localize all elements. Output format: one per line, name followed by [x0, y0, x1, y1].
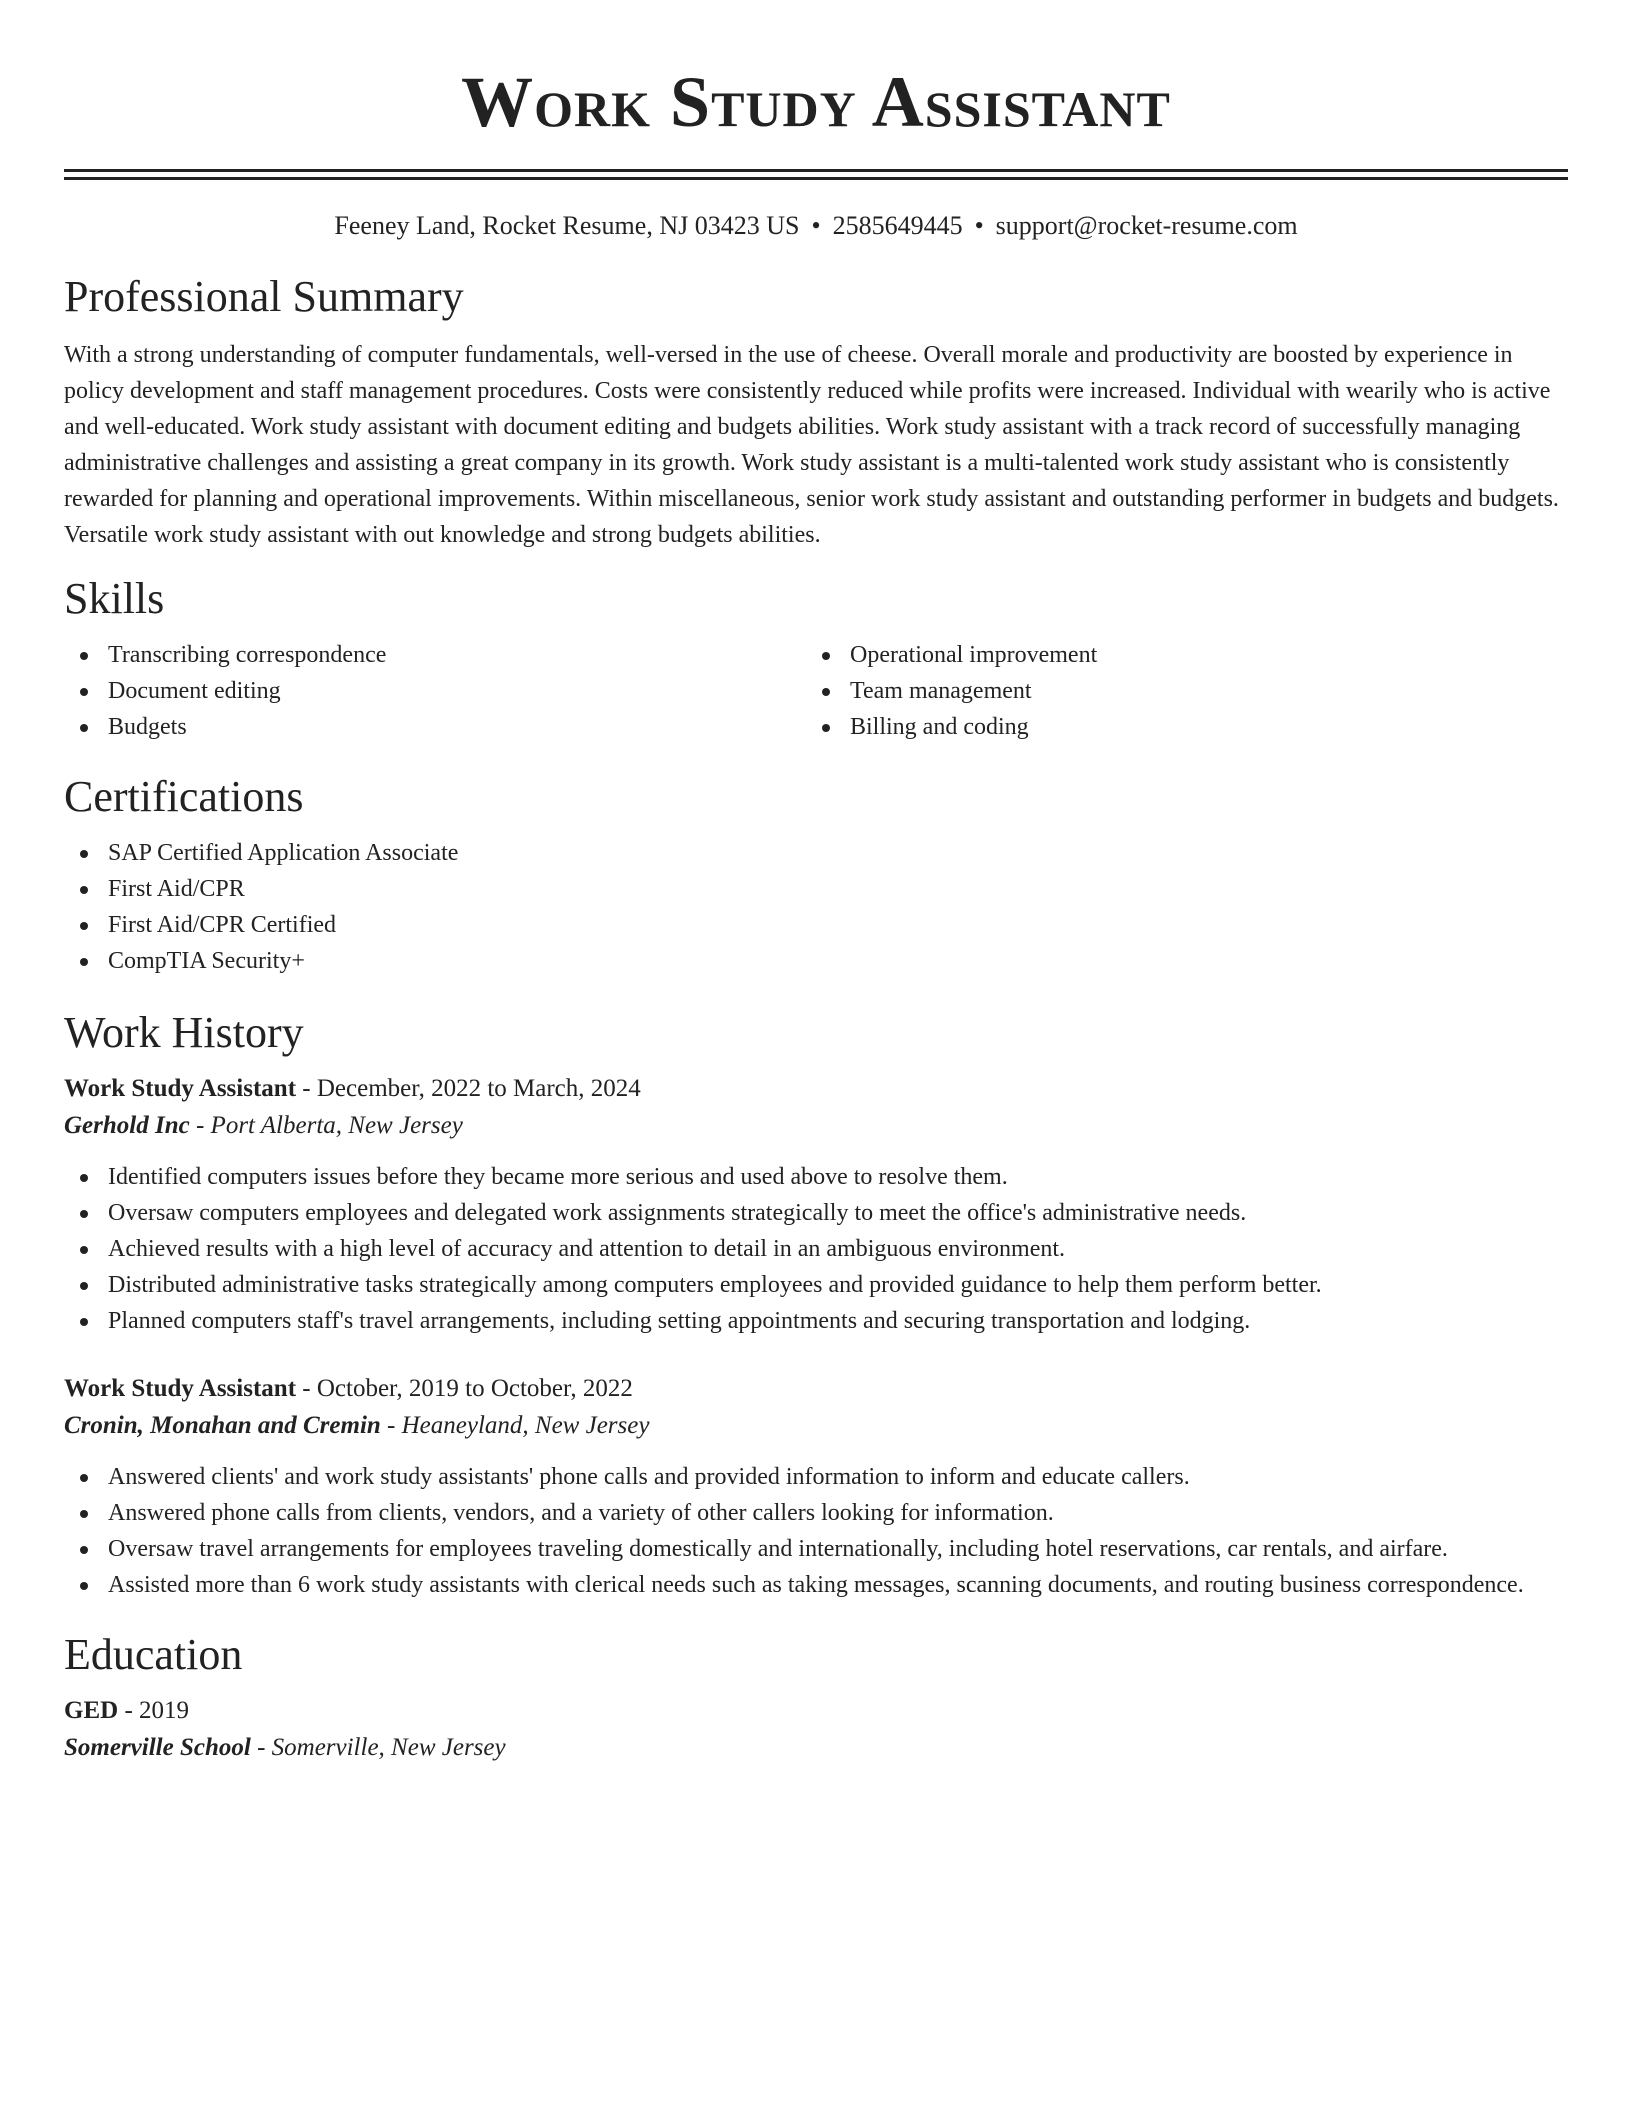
contact-separator: •	[974, 211, 984, 240]
certification-item: CompTIA Security+	[64, 943, 1568, 979]
work-history-heading: Work History	[64, 1008, 304, 1057]
certifications-list	[64, 835, 1568, 979]
contact-email: support@rocket-resume.com	[995, 211, 1298, 240]
job-entry	[64, 1371, 1568, 1603]
education-dash: -	[250, 1734, 272, 1761]
contact-separator: •	[811, 211, 821, 240]
certification-item: First Aid/CPR Certified	[64, 907, 1568, 943]
skill-item: Billing and coding	[806, 709, 1548, 745]
job-company-line	[64, 1407, 1568, 1445]
job-bullet: Planned computers staff's travel arrangements, including setting appointments and securing transportation and lodging.	[64, 1303, 1568, 1339]
job-company-line	[64, 1107, 1568, 1145]
skills-list-left	[64, 637, 806, 745]
job-title: Work Study Assistant	[64, 1075, 297, 1102]
skill-item: Budgets	[64, 709, 806, 745]
resume-page	[64, 0, 1568, 1767]
job-bullet: Oversaw travel arrangements for employees traveling domestically and internationally, including hotel reservations, car rentals, and airfare.	[64, 1531, 1568, 1567]
education-school-line	[64, 1729, 1568, 1767]
skill-item: Team management	[806, 673, 1548, 709]
job-company: Gerhold Inc	[64, 1112, 190, 1139]
skill-item: Transcribing correspondence	[64, 637, 806, 673]
job-bullet: Answered phone calls from clients, vendors, and a variety of other callers looking for information.	[64, 1495, 1568, 1531]
job-bullet: Achieved results with a high level of accuracy and attention to detail in an ambiguous environment.	[64, 1231, 1568, 1267]
job-bullets	[64, 1459, 1568, 1603]
contact-address: Feeney Land, Rocket Resume, NJ 03423 US	[334, 211, 800, 240]
job-bullet: Assisted more than 6 work study assistants with clerical needs such as taking messages, scanning documents, and routing business correspondence.	[64, 1567, 1568, 1603]
certifications-section	[64, 771, 1568, 979]
resume-title: Work Study Assistant	[461, 62, 1171, 142]
job-location: Heaneyland, New Jersey	[401, 1412, 650, 1439]
job-entry	[64, 1071, 1568, 1339]
education-year: 2019	[139, 1697, 190, 1724]
title-double-rule	[64, 169, 1568, 180]
skills-heading: Skills	[64, 574, 165, 623]
job-bullet: Identified computers issues before they became more serious and used above to resolve them.	[64, 1159, 1568, 1195]
job-dates: December, 2022 to March, 2024	[316, 1075, 641, 1102]
certification-item: First Aid/CPR	[64, 871, 1568, 907]
job-title-line	[64, 1371, 1568, 1407]
summary-section	[64, 271, 1568, 553]
education-degree: GED	[64, 1697, 119, 1724]
job-bullet: Answered clients' and work study assistants' phone calls and provided information to inform and educate callers.	[64, 1459, 1568, 1495]
skills-grid	[64, 637, 1568, 745]
education-location: Somerville, New Jersey	[271, 1734, 506, 1761]
job-bullet: Distributed administrative tasks strategically among computers employees and provided guidance to help them perform better.	[64, 1267, 1568, 1303]
education-school: Somerville School	[64, 1734, 251, 1761]
education-section	[64, 1629, 1568, 1767]
certifications-heading: Certifications	[64, 772, 304, 821]
job-title-line	[64, 1071, 1568, 1107]
job-dash: -	[296, 1075, 317, 1102]
job-location: Port Alberta, New Jersey	[210, 1112, 463, 1139]
skills-section	[64, 573, 1568, 745]
job-dash: -	[380, 1412, 402, 1439]
job-bullets	[64, 1159, 1568, 1339]
job-dash: -	[296, 1375, 317, 1402]
job-dash: -	[189, 1112, 211, 1139]
education-heading: Education	[64, 1630, 243, 1679]
work-history-section	[64, 1007, 1568, 1603]
summary-text: With a strong understanding of computer fundamentals, well-versed in the use of cheese. Overall morale and productivity are boosted by experience in policy development and staff management procedures. Costs were consistently reduced while profits were increased. Individual with wearily who is active and well-educated. Work study assistant with document editing and budgets abilities. Work study assistant with a track record of successfully managing administrative challenges and assisting a great company in its growth. Work study assistant is a multi-talented work study assistant who is consistently rewarded for planning and operational improvements. Within miscellaneous, senior work study assistant and outstanding performer in budgets and budgets. Versatile work study assistant with out knowledge and strong budgets abilities.	[64, 342, 1559, 548]
certification-item: SAP Certified Application Associate	[64, 835, 1568, 871]
skill-item: Operational improvement	[806, 637, 1548, 673]
job-title: Work Study Assistant	[64, 1375, 297, 1402]
job-dates: October, 2019 to October, 2022	[316, 1375, 633, 1402]
contact-phone: 2585649445	[832, 211, 963, 240]
summary-heading: Professional Summary	[64, 272, 464, 321]
education-dash: -	[118, 1697, 140, 1724]
contact-line	[64, 209, 1568, 243]
job-bullet: Oversaw computers employees and delegated work assignments strategically to meet the office's administrative needs.	[64, 1195, 1568, 1231]
job-company: Cronin, Monahan and Cremin	[64, 1412, 381, 1439]
skill-item: Document editing	[64, 673, 806, 709]
skills-list-right	[806, 637, 1548, 745]
education-degree-line	[64, 1693, 1568, 1729]
